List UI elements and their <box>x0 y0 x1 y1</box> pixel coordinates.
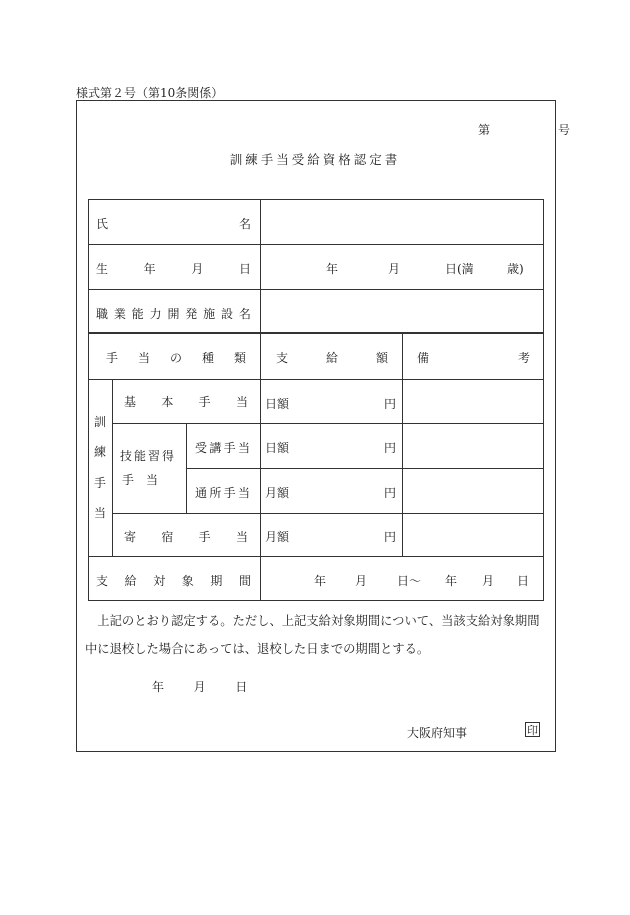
boarding-allowance-label <box>124 528 248 545</box>
certificate-table <box>88 199 544 601</box>
facility-label-char: 名 <box>238 307 251 321</box>
header-char: 給 <box>325 351 338 365</box>
certification-statement: 上記のとおり認定する。ただし、上記支給対象期間について、当該支給対象期間中に退校した場合にあっては、退校した日までの期間とする。 <box>85 614 540 656</box>
birth-date-field[interactable] <box>264 249 540 287</box>
birth-month-unit: 月 <box>388 262 401 276</box>
basic-allowance-label <box>124 393 248 410</box>
issue-day-unit: 日 <box>235 680 248 694</box>
age-unit: 歳) <box>507 262 524 276</box>
payment-period-field[interactable] <box>264 561 540 597</box>
period-label-char: 給 <box>124 574 137 588</box>
birth-label-char: 年 <box>143 262 156 276</box>
remarks-header <box>417 349 530 366</box>
allowance-label-char: 本 <box>161 395 174 409</box>
basic-allowance-yen: 円 <box>384 397 397 411</box>
header-char: 当 <box>137 351 150 365</box>
skill-acquisition-label-line1: 技能習得 <box>120 449 177 463</box>
period-end-year-unit: 年 <box>445 574 458 588</box>
birth-label-char: 生 <box>96 262 109 276</box>
period-label-char: 支 <box>96 574 109 588</box>
issue-month-unit: 月 <box>193 680 206 694</box>
payment-amount-header <box>276 349 388 366</box>
allowance-label-char: 寄 <box>124 530 137 544</box>
form-number-label: 様式第２号（第10条関係） <box>76 86 224 100</box>
header-char: 考 <box>517 351 530 365</box>
seal-mark: 印 <box>527 724 538 737</box>
birth-label-char: 日 <box>238 262 251 276</box>
group-label-char: 練 <box>93 445 106 460</box>
document-title: 訓練手当受給資格認定書 <box>229 152 401 167</box>
name-field[interactable] <box>264 203 540 241</box>
period-label-char: 期 <box>210 574 223 588</box>
allowance-label-char: 当 <box>237 441 250 455</box>
facility-label-char: 職 <box>96 307 109 321</box>
lecture-allowance-unit: 日額 <box>265 441 290 455</box>
training-allowance-group-label <box>93 413 107 521</box>
group-label-char: 訓 <box>93 415 106 429</box>
allowance-label-char: 基 <box>124 395 137 409</box>
issuer-name: 大阪府知事 <box>407 726 468 740</box>
header-char: 額 <box>375 351 388 365</box>
basic-allowance-unit: 日額 <box>265 397 290 411</box>
facility-name-label <box>96 305 251 322</box>
header-char: 種 <box>201 351 214 365</box>
period-end-month-unit: 月 <box>482 574 495 588</box>
allowance-label-char: 手 <box>198 530 211 544</box>
header-char: 手 <box>106 351 119 365</box>
certificate-number-label: 第 号 <box>478 123 599 137</box>
facility-label-char: 能 <box>131 307 144 321</box>
period-label-char: 対 <box>153 574 166 588</box>
allowance-label-char: 当 <box>235 530 248 544</box>
facility-label-char: 開 <box>167 307 180 321</box>
group-label-char: 手 <box>93 475 106 490</box>
issue-date-line <box>152 678 247 695</box>
allowance-label-char: 手 <box>198 395 211 409</box>
boarding-allowance-unit: 月額 <box>265 530 290 544</box>
header-char: 類 <box>233 351 246 365</box>
facility-label-char: 発 <box>185 307 198 321</box>
commute-allowance-unit: 月額 <box>265 486 290 500</box>
lecture-allowance-yen: 円 <box>384 441 397 455</box>
allowance-label-char: 手 <box>223 486 236 500</box>
allowance-label-char: 受 <box>195 441 208 455</box>
allowance-type-header <box>106 349 246 366</box>
group-label-char: 当 <box>93 505 106 520</box>
name-label-char: 氏 <box>96 217 109 231</box>
commute-allowance-yen: 円 <box>384 486 397 500</box>
period-start-year-unit: 年 <box>314 574 327 588</box>
allowance-label-char: 当 <box>235 395 248 409</box>
facility-label-char: 施 <box>203 307 216 321</box>
allowance-label-char: 当 <box>237 486 250 500</box>
period-start-day-unit: 日〜 <box>397 574 422 588</box>
header-char: 支 <box>276 351 289 365</box>
facility-name-field[interactable] <box>264 293 540 331</box>
birth-day-age-unit: 日(満 <box>445 262 474 276</box>
period-end-day-unit: 日 <box>517 574 530 588</box>
allowance-label-char: 通 <box>195 486 208 500</box>
allowance-label-char: 講 <box>209 441 222 455</box>
boarding-allowance-yen: 円 <box>384 530 397 544</box>
name-label-char: 名 <box>238 217 251 231</box>
period-label-char: 象 <box>181 574 194 588</box>
period-label-char: 間 <box>238 574 251 588</box>
lecture-allowance-label <box>195 439 250 456</box>
header-char: の <box>169 351 182 365</box>
birth-label-char: 月 <box>191 262 204 276</box>
name-label <box>96 215 251 232</box>
facility-label-char: 設 <box>221 307 234 321</box>
period-start-month-unit: 月 <box>355 574 368 588</box>
facility-label-char: 業 <box>113 307 126 321</box>
payment-period-label <box>96 572 251 589</box>
issue-year-unit: 年 <box>152 680 165 694</box>
skill-acquisition-label-line2: 手 当 <box>122 473 159 487</box>
header-char: 備 <box>417 351 430 365</box>
allowance-label-char: 宿 <box>161 530 174 544</box>
allowance-label-char: 手 <box>223 441 236 455</box>
commute-allowance-label <box>195 484 250 501</box>
allowance-label-char: 所 <box>209 486 222 500</box>
facility-label-char: 力 <box>149 307 162 321</box>
birth-year-unit: 年 <box>326 262 339 276</box>
birth-date-label <box>96 260 251 277</box>
